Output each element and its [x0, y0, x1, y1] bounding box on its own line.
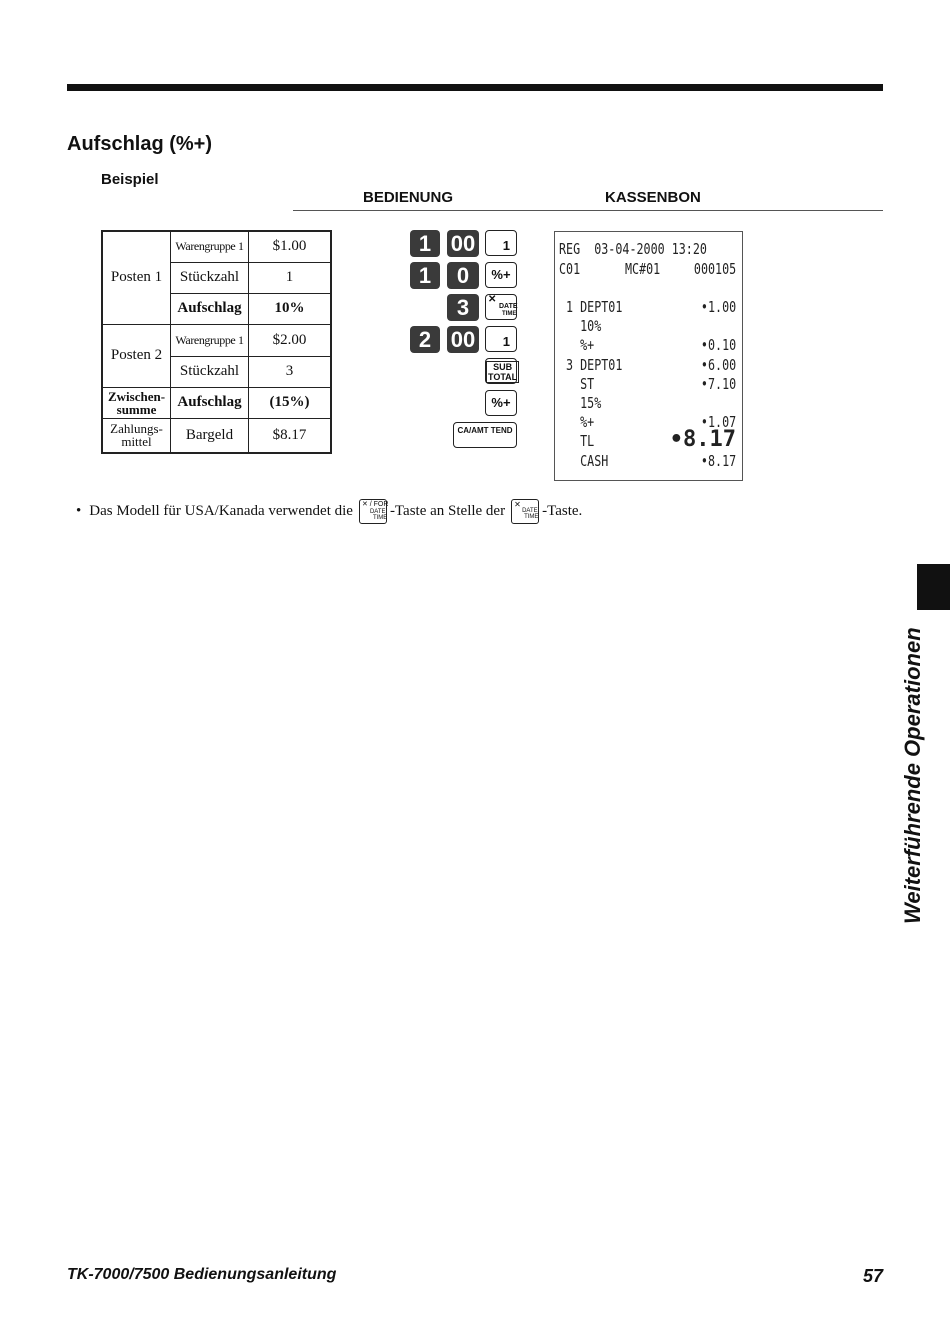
digit-key: 3 — [447, 294, 479, 321]
percent-plus-key: %+ — [485, 262, 517, 288]
table-cell: Aufschlag — [171, 387, 249, 418]
section-title: Aufschlag (%+) — [67, 133, 213, 155]
digit-key: 2 — [410, 326, 440, 353]
receipt-line-left: %+ — [559, 336, 595, 354]
receipt-line-left: 15% — [559, 394, 602, 412]
digit-key: 0 — [447, 262, 479, 289]
chapter-tab-marker — [917, 564, 950, 610]
receipt-line-right: •0.10 — [700, 336, 736, 354]
subtotal-key — [485, 358, 517, 384]
bullet: • — [76, 503, 82, 519]
cash-amount-tend-key: CA/AMT TEND — [453, 422, 517, 448]
table-cell: $1.00 — [249, 231, 332, 262]
receipt-header: KASSENBON — [605, 189, 701, 206]
department-key: 1 — [485, 326, 517, 352]
table-cell: Warengruppe 1 — [171, 324, 249, 356]
receipt-consecutive: 000105 — [693, 260, 736, 278]
payment-label: Zahlungs-mittel — [102, 418, 171, 453]
digit-key: 1 — [410, 230, 440, 257]
digit-key: 1 — [410, 262, 440, 289]
table-cell: Stückzahl — [171, 262, 249, 293]
item1-label: Posten 1 — [102, 231, 171, 324]
table-cell: $2.00 — [249, 324, 332, 356]
subtotal-label: Zwischen-summe — [102, 387, 171, 418]
operation-header: BEDIENUNG — [363, 189, 454, 206]
receipt-line-right: •1.00 — [700, 298, 736, 316]
table-cell: 10% — [249, 293, 332, 324]
receipt-line-right: •6.00 — [700, 356, 736, 374]
note-text-3: -Taste. — [542, 503, 583, 519]
table-cell: Aufschlag — [171, 293, 249, 324]
multiply-date-time-key: ✕ DATE TIME — [511, 499, 539, 524]
receipt-line-right: •7.10 — [700, 375, 736, 393]
table-cell: (15%) — [249, 387, 332, 418]
receipt-machine: MC#01 — [625, 260, 661, 278]
page-number: 57 — [862, 1266, 883, 1286]
receipt-clerk: C01 — [559, 260, 581, 278]
digit-key: 00 — [447, 326, 479, 353]
top-rule — [67, 84, 883, 91]
receipt-header-line: REG 03-04-2000 13:20 — [559, 240, 707, 258]
digit-key: 00 — [447, 230, 479, 257]
table-cell: Stückzahl — [171, 356, 249, 387]
note-text-2: -Taste an Stelle der — [389, 503, 506, 519]
receipt-line-left: %+ — [559, 413, 595, 431]
manual-name: TK-7000/7500 Bedienungsanleitung — [67, 1266, 337, 1283]
receipt-total-value: •8.17 — [669, 427, 736, 452]
table-cell: 3 — [249, 356, 332, 387]
percent-plus-key: %+ — [485, 390, 517, 416]
receipt-line-left: ST — [559, 375, 595, 393]
receipt-line-right: •1.07 — [700, 413, 736, 431]
chapter-side-title-text: Weiterführende Operationen — [900, 627, 925, 924]
table-cell: Warengruppe 1 — [171, 231, 249, 262]
usa-canada-note — [76, 499, 582, 524]
example-table — [101, 230, 332, 454]
receipt-total-label: TL — [559, 432, 595, 450]
table-cell: Bargeld — [171, 418, 249, 453]
receipt-line-left: 1 DEPT01 — [559, 298, 623, 316]
receipt-line-left: 10% — [559, 317, 602, 335]
department-key: 1 — [485, 230, 517, 256]
header-rule — [293, 210, 883, 211]
chapter-side-title — [900, 624, 932, 924]
receipt-line-right: •8.17 — [700, 452, 736, 470]
table-cell: 1 — [249, 262, 332, 293]
example-label: Beispiel — [101, 171, 159, 188]
multiply-date-time-key: ✕ DATE TIME — [485, 294, 517, 320]
note-text-1: Das Modell für USA/Kanada verwendet die — [89, 503, 353, 519]
item2-label: Posten 2 — [102, 324, 171, 387]
receipt-line-left: 3 DEPT01 — [559, 356, 623, 374]
receipt-line-left: CASH — [559, 452, 609, 470]
receipt — [554, 231, 743, 481]
subtotal-key-label: SUB TOTAL — [488, 362, 518, 382]
multiply-for-date-time-key: ✕ / FOR DATE TIME — [359, 499, 387, 524]
key-sequence — [400, 228, 520, 458]
table-cell: $8.17 — [249, 418, 332, 453]
